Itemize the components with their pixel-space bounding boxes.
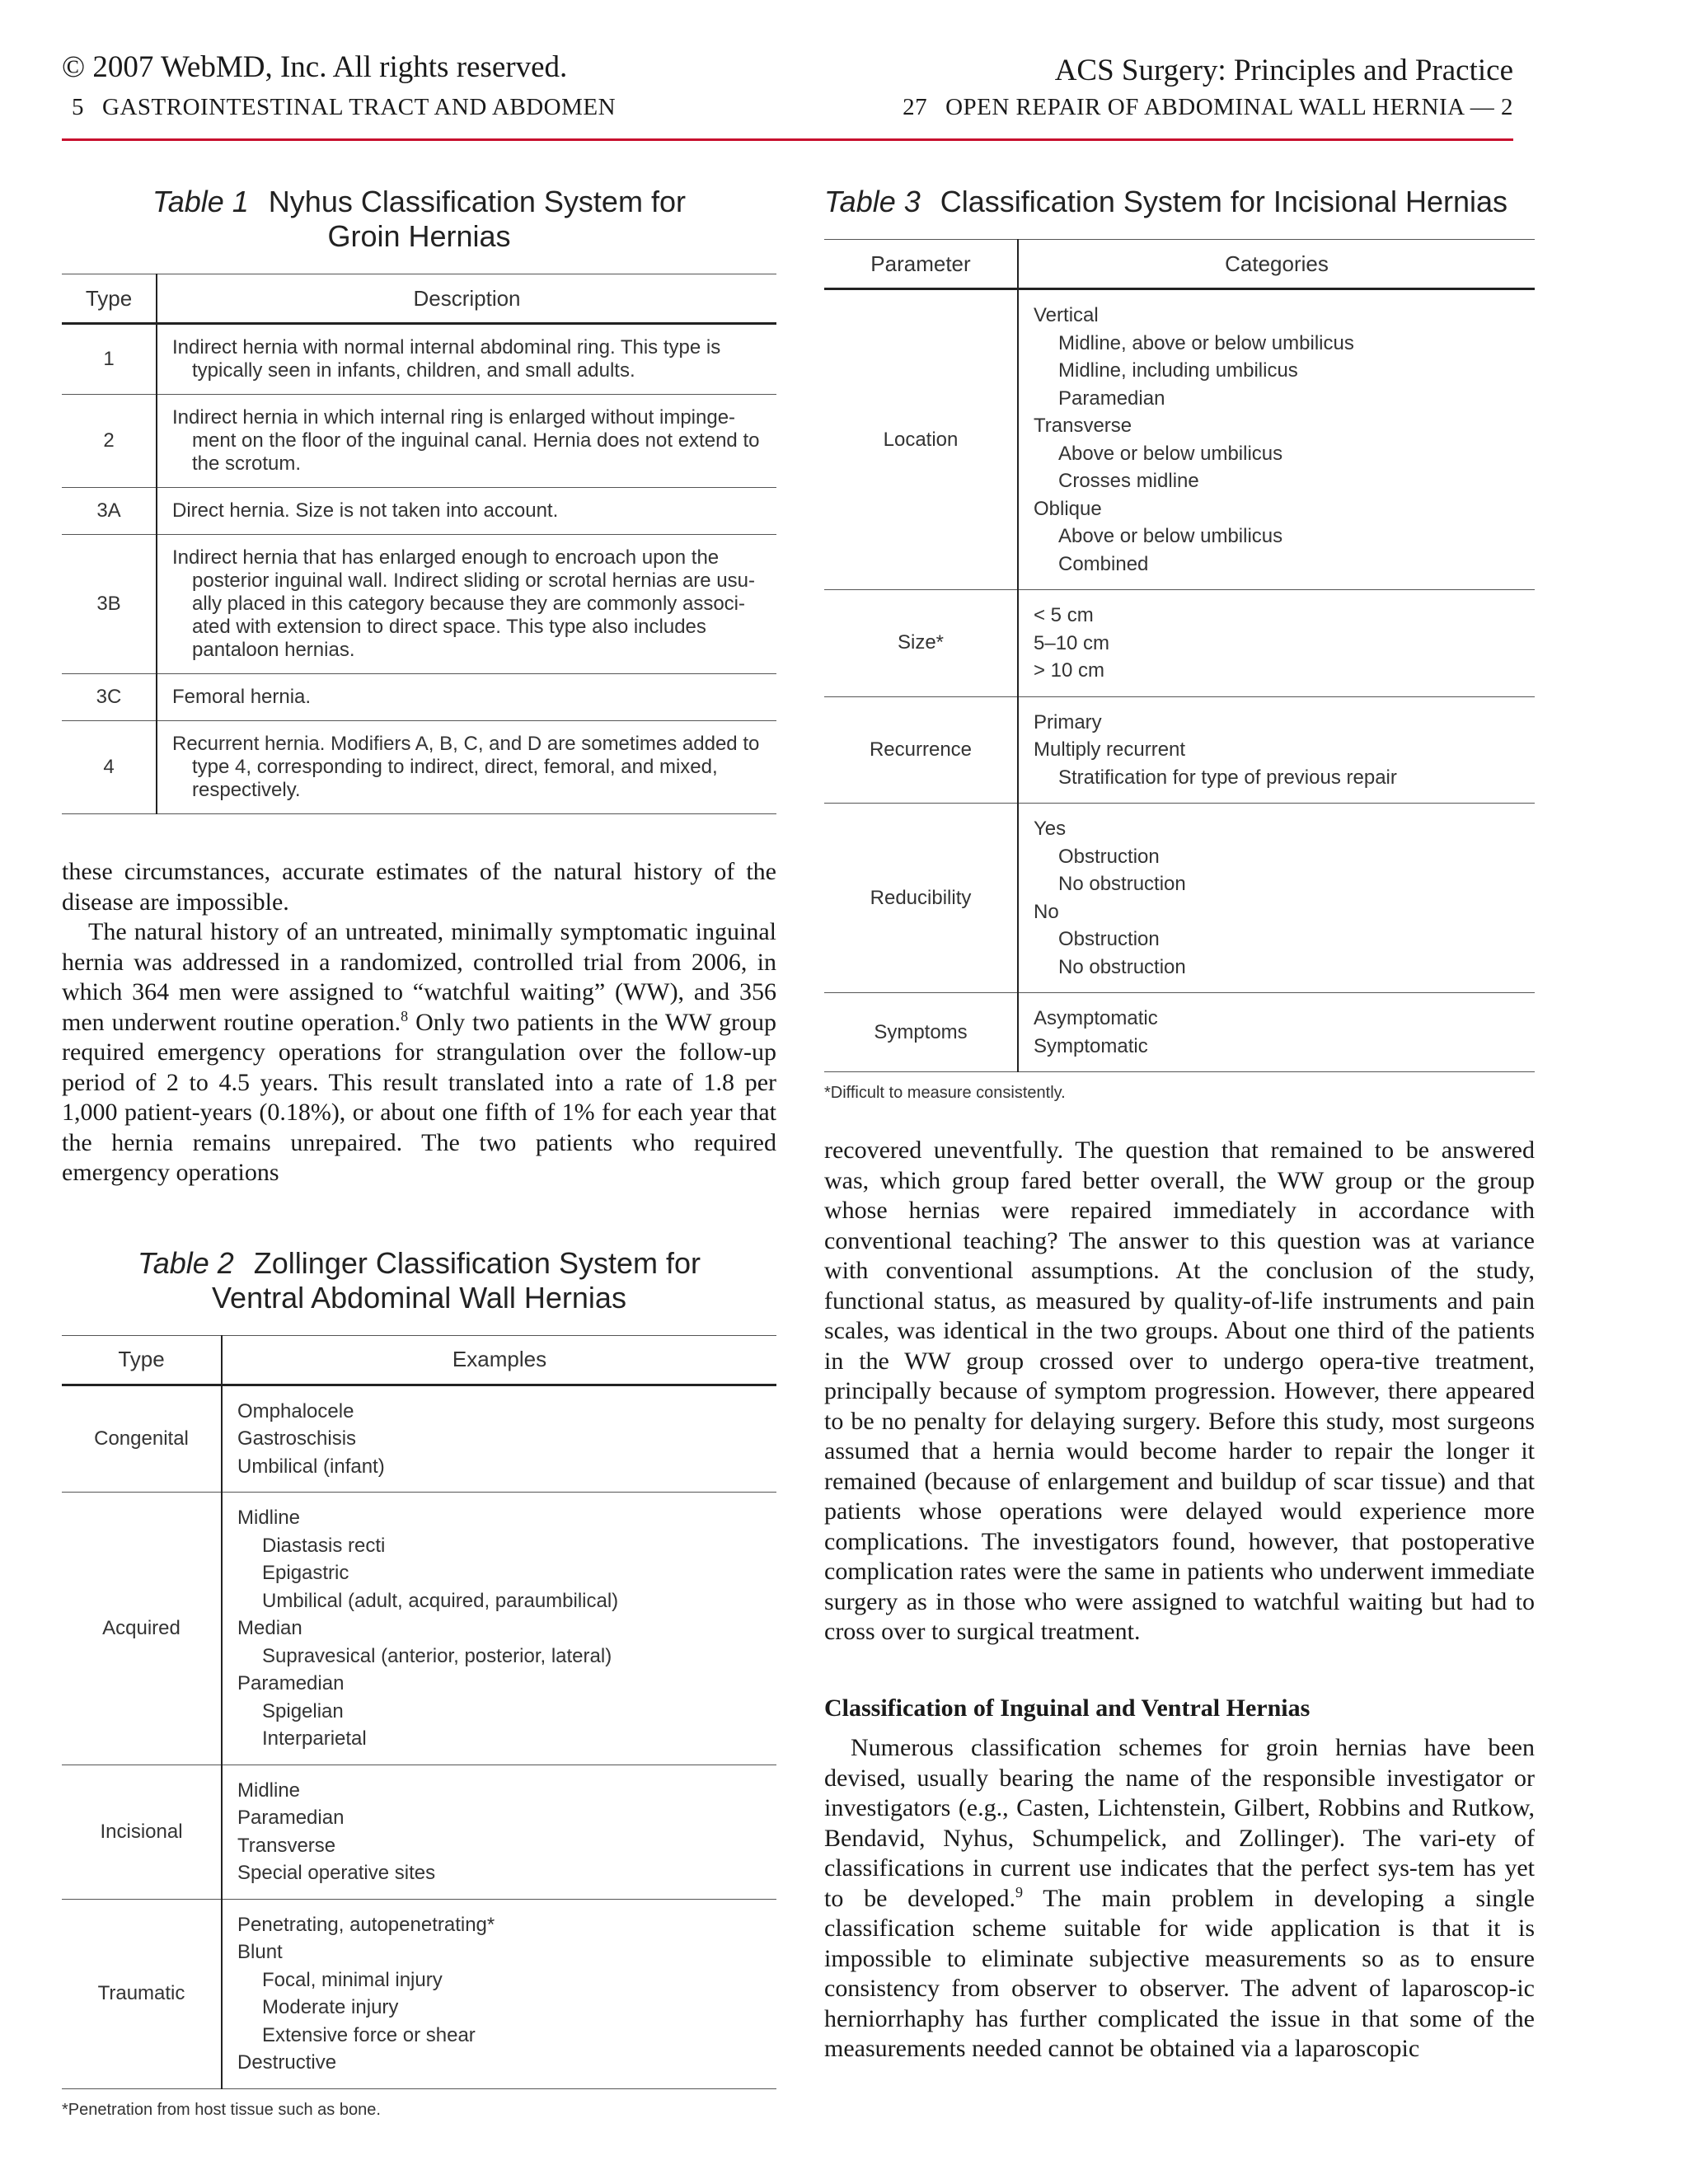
table1: [62, 274, 776, 814]
table1-col-description: Description: [157, 274, 776, 324]
table2-title-line1: Zollinger Classification System for: [253, 1245, 701, 1280]
category-line: Obstruction: [1058, 928, 1160, 950]
table1-type-cell: 3A: [62, 488, 157, 535]
table3-footnote: *Difficult to measure consistently.: [824, 1084, 1066, 1102]
example-line: Blunt: [237, 1941, 283, 1963]
table1-type-cell: 2: [62, 395, 157, 488]
left-body-text: [62, 857, 776, 1188]
example-line: Diastasis recti: [262, 1534, 386, 1557]
table3: [824, 239, 1535, 1072]
category-line: Vertical: [1034, 304, 1099, 326]
table1-description-cell: Direct hernia. Size is not taken into account.: [172, 499, 559, 522]
example-line: Focal, minimal injury: [262, 1968, 443, 1991]
table3-parameter-cell: Recurrence: [824, 696, 1018, 804]
table-row: [824, 590, 1535, 697]
left-column: [62, 185, 776, 2120]
table1-col-type: Type: [62, 274, 157, 324]
copyright-notice: © 2007 WebMD, Inc. All rights reserved.: [62, 50, 568, 84]
section-number: 5: [72, 94, 84, 120]
category-line: Primary: [1034, 710, 1102, 733]
table3-col-categories: Categories: [1018, 240, 1535, 289]
category-line: Paramedian: [1058, 387, 1165, 410]
table3-parameter-cell: Reducibility: [824, 804, 1018, 993]
body-paragraph: recovered uneventfully. The question that remained to be answered was, which group fared better overall, the WW group or the group whose hernias were repaired immediately in accordance with conventional teaching? The answer to this question was at variance with conventional assumptions. At the conclusion of the study, functional status, as measured by quality-of-life instruments and pain scales, was identical in the two groups. About one third of the patients in the WW group crossed over to undergo opera-tive treatment, principally because of symptom progression. However, there appeared to be no penalty for delaying surgery. Before this study, most surgeons assumed that a hernia would become harder to repair the longer it remained (because of enlargement and buildup of scar tissue) and that patients whose operations were delayed would experience more complications. The investigators found, however, that postoperative complication rates were the same in patients who underwent immediate surgery as in those who were assigned to watchful waiting but had to cross over to surgical treatment.: [824, 1137, 1535, 1645]
table3-title: Classification System for Incisional Hernias: [940, 185, 1508, 218]
table3-col-parameter: Parameter: [824, 240, 1018, 289]
table3-parameter-cell: Size*: [824, 590, 1018, 697]
table2-type-cell: Acquired: [62, 1493, 222, 1765]
table2-number: Table 2: [138, 1245, 234, 1280]
table1-type-cell: 3B: [62, 535, 157, 674]
table-row: [824, 289, 1535, 590]
table2-col-examples: Examples: [222, 1335, 776, 1385]
right-body-text: [824, 1136, 1535, 2064]
category-line: Transverse: [1034, 415, 1132, 437]
example-line: Epigastric: [262, 1562, 349, 1584]
table-row: [824, 804, 1535, 993]
category-line: > 10 cm: [1034, 659, 1105, 682]
table-row: [62, 1899, 776, 2088]
table2-type-cell: Congenital: [62, 1385, 222, 1493]
table2-title-line2: Ventral Abdominal Wall Hernias: [212, 1280, 626, 1315]
example-line: Median: [237, 1617, 302, 1639]
category-line: Obstruction: [1058, 845, 1160, 868]
section-heading: Classification of Inguinal and Ventral Hernias: [824, 1694, 1311, 1722]
table3-header-row: [824, 240, 1535, 289]
example-line: Penetrating, autopenetrating*: [237, 1913, 495, 1936]
table2-type-cell: Traumatic: [62, 1899, 222, 2088]
category-line: Multiply recurrent: [1034, 738, 1186, 761]
book-title: ACS Surgery: Principles and Practice: [1054, 54, 1513, 87]
table-row: [824, 696, 1535, 804]
table2-footnote: *Penetration from host tissue such as bone.: [62, 2100, 381, 2119]
table3-number: Table 3: [824, 185, 921, 218]
page-header: [62, 49, 1513, 141]
table1-title-line2: Groin Hernias: [327, 219, 511, 253]
table2-header-row: [62, 1335, 776, 1385]
table-row: [62, 721, 776, 814]
table-row: [62, 1493, 776, 1765]
table2-col-type: Type: [62, 1335, 222, 1385]
example-line: Umbilical (adult, acquired, paraumbilical): [262, 1589, 619, 1612]
example-line: Special operative sites: [237, 1862, 436, 1884]
example-line: Omphalocele: [237, 1399, 354, 1422]
example-line: Extensive force or shear: [262, 2023, 476, 2046]
chapter-title: OPEN REPAIR OF ABDOMINAL WALL HERNIA — 2: [945, 94, 1513, 120]
table1-title-line1: Nyhus Classification System for: [268, 185, 686, 218]
table1-type-cell: 4: [62, 721, 157, 814]
category-line: Crosses midline: [1058, 470, 1199, 492]
table1-description-cell: Indirect hernia with normal internal abdominal ring. This type is typically seen in infants, children, and small adults.: [172, 336, 721, 382]
table1-description-cell: Indirect hernia that has enlarged enough to encroach upon the posterior inguinal wall. Indirect sliding or scrotal hernias are usu-ally placed in this category because they are commonly associ-ated with extension to direct space. This type also includes pantaloon hernias.: [172, 546, 755, 661]
table1-description-cell: Indirect hernia in which internal ring is enlarged without impinge-ment on the floor of the inguinal canal. Hernia does not extend to the scrotum.: [172, 406, 760, 475]
category-line: Midline, including umbilicus: [1058, 359, 1298, 382]
body-paragraph: these circumstances, accurate estimates of the natural history of the disease are impossible.: [62, 858, 776, 916]
example-line: Moderate injury: [262, 1996, 399, 2018]
table-row: [62, 1765, 776, 1899]
table-row: [824, 993, 1535, 1072]
section-title: GASTROINTESTINAL TRACT AND ABDOMEN: [102, 94, 617, 120]
table-row: [62, 535, 776, 674]
table2-type-cell: Incisional: [62, 1765, 222, 1899]
category-line: < 5 cm: [1034, 604, 1094, 626]
table-row: [62, 395, 776, 488]
reference-marker: 9: [1015, 1883, 1023, 1900]
table1-type-cell: 3C: [62, 674, 157, 721]
example-line: Midline: [237, 1507, 301, 1529]
category-line: Midline, above or below umbilicus: [1058, 331, 1354, 354]
category-line: Asymptomatic: [1034, 1007, 1158, 1029]
example-line: Spigelian: [262, 1699, 344, 1722]
category-line: Symptomatic: [1034, 1034, 1148, 1057]
table3-caption: [824, 185, 1535, 219]
example-line: Supravesical (anterior, posterior, lateral): [262, 1644, 612, 1667]
category-line: No: [1034, 900, 1059, 923]
table1-header-row: [62, 274, 776, 324]
category-line: Combined: [1058, 552, 1149, 575]
example-line: Gastroschisis: [237, 1427, 357, 1450]
chapter-number: 27: [903, 94, 928, 120]
example-line: Transverse: [237, 1834, 336, 1857]
body-paragraph: Numerous classification schemes for groin hernias have been devised, usually bearing the name of the responsible investigator or investigators (e.g., Casten, Lichtenstein, Gilbert, Robbins and Rutkow, Bendavid, Nyhus, Schumpelick, and Zollinger). The vari-ety of classifications in current use indicates that the perfect sys-tem has yet to be developed.$^9$ The main problem in developing a single classification scheme suitable for wide application is that it is impossible to eliminate subjective measurements so as to ensure consistency from observer to observer. The advent of laparoscop-ic herniorrhaphy has further complicated the issue in that some of the measurements needed cannot be obtained via a laparoscopic: [824, 1734, 1535, 2062]
table2: [62, 1335, 776, 2089]
table1-number: Table 1: [152, 185, 249, 218]
body-paragraph: The natural history of an untreated, minimally symptomatic inguinal hernia was addressed in a randomized, controlled trial from 2006, in which 364 men were assigned to “watchful waiting” (WW), and 356 men underwent routine operation.$^8$ Only two patients in the WW group required emergency operations for strangulation over the follow-up period of 2 to 4.5 years. This result translated into a rate of 1.8 per 1,000 patient-years (0.18%), or about one fifth of 1% for each year that the hernia remains unrepaired. The two patients who required emergency operations: [62, 918, 776, 1186]
section-label: [72, 94, 616, 121]
category-line: Stratification for type of previous repair: [1058, 766, 1397, 789]
category-line: Above or below umbilicus: [1058, 442, 1283, 465]
example-line: Umbilical (infant): [237, 1455, 385, 1478]
table1-description-cell: Femoral hernia.: [172, 686, 312, 708]
example-line: Destructive: [237, 2051, 337, 2074]
table-row: [62, 324, 776, 395]
reference-marker: 8: [401, 1007, 409, 1024]
table1-type-cell: 1: [62, 324, 157, 395]
category-line: Above or below umbilicus: [1058, 525, 1283, 547]
example-line: Interparietal: [262, 1727, 367, 1750]
table1-description-cell: Recurrent hernia. Modifiers A, B, C, and D are sometimes added to type 4, corresponding to indirect, direct, femoral, and mixed, respectively.: [172, 733, 760, 801]
table1-caption: [62, 185, 776, 254]
example-line: Paramedian: [237, 1672, 345, 1694]
table-row: [62, 674, 776, 721]
table2-caption: [62, 1246, 776, 1315]
table-row: [62, 488, 776, 535]
chapter-label: [903, 94, 1513, 121]
table3-parameter-cell: Symptoms: [824, 993, 1018, 1072]
table-row: [62, 1385, 776, 1493]
table3-parameter-cell: Location: [824, 289, 1018, 590]
category-line: 5–10 cm: [1034, 631, 1110, 654]
category-line: Oblique: [1034, 497, 1102, 520]
example-line: Midline: [237, 1779, 301, 1802]
category-line: No obstruction: [1058, 955, 1186, 978]
category-line: No obstruction: [1058, 873, 1186, 895]
right-column: [824, 185, 1535, 2064]
category-line: Yes: [1034, 818, 1067, 840]
example-line: Paramedian: [237, 1807, 345, 1829]
